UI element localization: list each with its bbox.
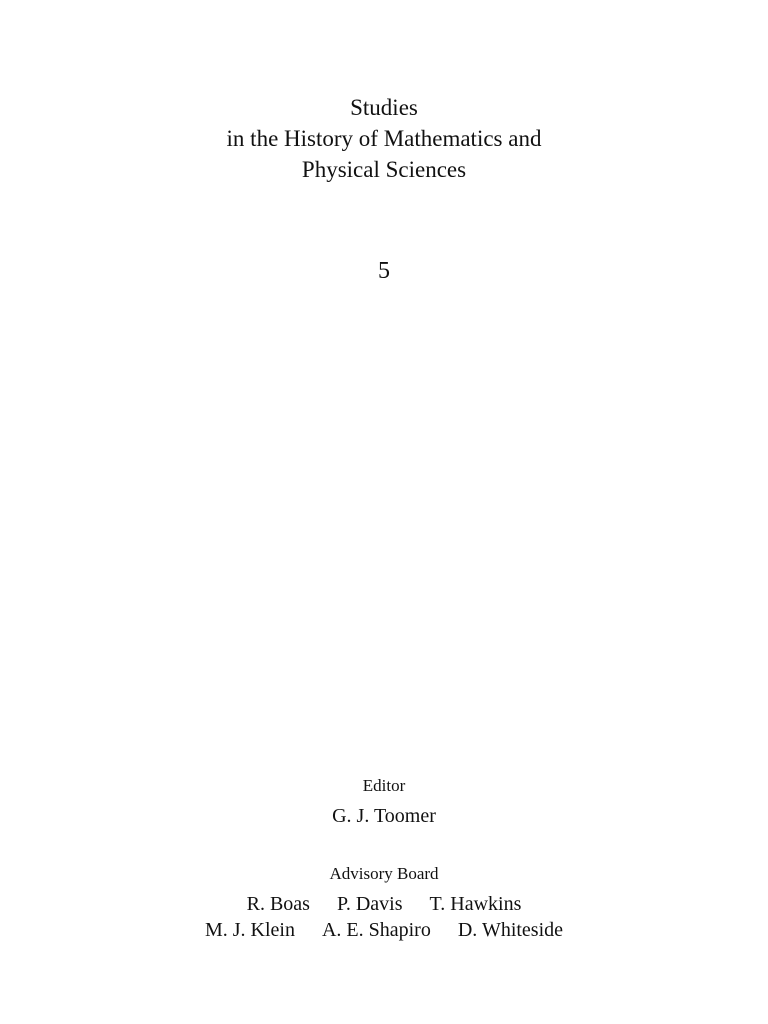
- board-member: D. Whiteside: [457, 919, 564, 941]
- board-member: P. Davis: [336, 893, 403, 915]
- series-title: [0, 92, 768, 185]
- series-title-line-2: in the History of Mathematics and: [226, 126, 542, 151]
- editor-label: Editor: [362, 776, 406, 795]
- board-member: A. E. Shapiro: [321, 919, 431, 941]
- board-member: T. Hawkins: [429, 893, 522, 915]
- board-member: M. J. Klein: [204, 919, 295, 941]
- advisory-board-row-2: [0, 917, 768, 943]
- board-member: R. Boas: [246, 893, 310, 915]
- advisory-board-row-1: [0, 891, 768, 917]
- series-title-line-3: Physical Sciences: [301, 157, 467, 182]
- editor-name: G. J. Toomer: [332, 805, 436, 827]
- advisory-board-label: Advisory Board: [329, 864, 439, 883]
- series-title-line-1: Studies: [350, 95, 418, 120]
- volume-number: 5: [378, 258, 390, 284]
